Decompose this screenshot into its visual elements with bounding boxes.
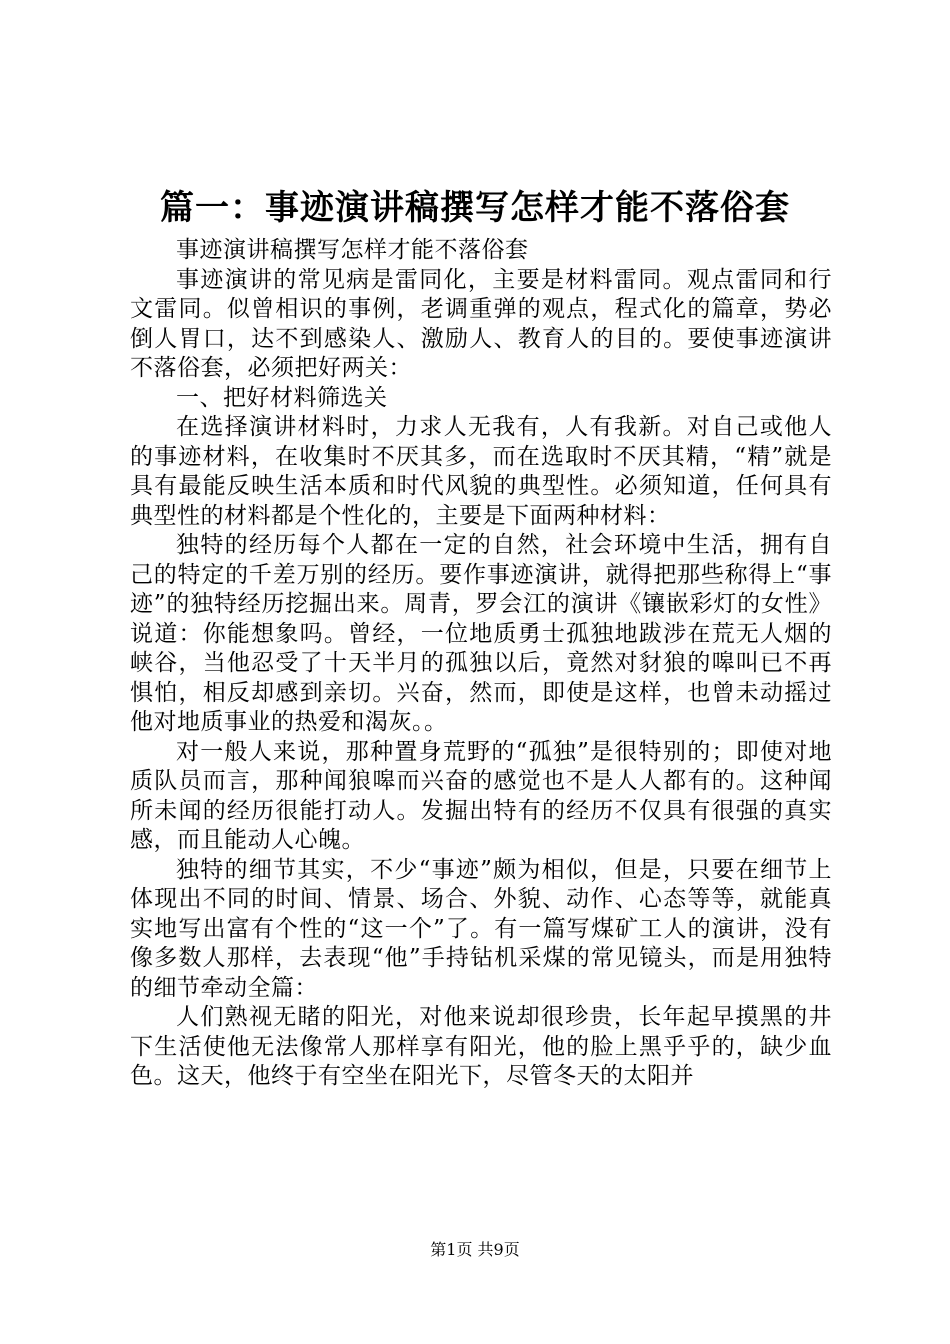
paragraph: 事迹演讲的常见病是雷同化，主要是材料雷同。观点雷同和行文雷同。似曾相识的事例，老调重弹的观点，程式化的篇章，势必倒人胃口，达不到感染人、激励人、教育人的目的。要使事迹演讲不落俗套，必须把好两关：: [130, 266, 832, 381]
paragraph: 人们熟视无睹的阳光，对他来说却很珍贵，长年起早摸黑的井下生活使他无法像常人那样享有阳光，他的脸上黑乎乎的，缺少血色。这天，他终于有空坐在阳光下，尽管冬天的太阳并: [130, 1004, 832, 1089]
paragraph: 独特的细节其实，不少“事迹”颇为相似，但是，只要在细节上体现出不同的时间、情景、场合、外貌、动作、心态等等，就能真实地写出富有个性的“这一个”了。有一篇写煤矿工人的演讲，没有像多数人那样，去表现“他”手持钻机采煤的常见镜头，而是用独特的细节牵动全篇：: [130, 856, 832, 1001]
paragraph: 在选择演讲材料时，力求人无我有，人有我新。对自己或他人的事迹材料，在收集时不厌其多，而在选取时不厌其精，“精”就是具有最能反映生活本质和时代风貌的典型性。必须知道，任何具有典型性的材料都是个性化的，主要是下面两种材料：: [130, 414, 832, 529]
document-title: 篇一：事迹演讲稿撰写怎样才能不落俗套: [160, 188, 790, 228]
page-footer: 第1页 共9页: [430, 1240, 520, 1259]
paragraph: 对一般人来说，那种置身荒野的“孤独”是很特别的；即使对地质队员而言，那种闻狼嗥而兴奋的感觉也不是人人都有的。这种闻所未闻的经历很能打动人。发掘出特有的经历不仅具有很强的真实感，而且能动人心魄。: [130, 738, 832, 853]
paragraph: 独特的经历每个人都在一定的自然，社会环境中生活，拥有自己的特定的千差万别的经历。要作事迹演讲，就得把那些称得上“事迹”的独特经历挖掘出来。周青，罗会江的演讲《镶嵌彩灯的女性》说道：你能想象吗。曾经，一位地质勇士孤独地跋涉在荒无人烟的峡谷，当他忍受了十天半月的孤独以后，竟然对豺狼的嗥叫已不再惧怕，相反却感到亲切。兴奋，然而，即使是这样，也曾未动摇过他对地质事业的热爱和渴灰。。: [130, 532, 832, 735]
section-heading: 一、把好材料筛选关: [176, 384, 388, 411]
document-body: [130, 236, 832, 1092]
paragraph: 事迹演讲稿撰写怎样才能不落俗套: [176, 237, 529, 263]
